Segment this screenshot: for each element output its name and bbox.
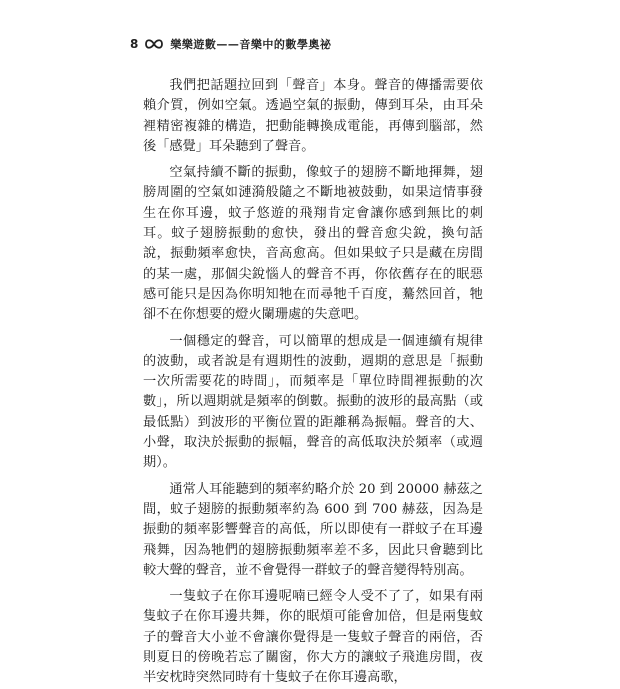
running-header bbox=[130, 36, 331, 52]
paragraph: 通常人耳能聽到的頻率約略介於 20 到 20000 赫茲之間，蚊子翅膀的振動頻率約為 600 到 700 赫茲，因為是振動的頻率影響聲音的高低，所以即使有一群蚊子在耳邊飛舞，因為牠們的翅膀振動頻率差不多，因此只會聽到比較大聲的聲音，並不會覺得一群蚊子的聲音變得特別高。 bbox=[143, 481, 483, 578]
paragraph: 我們把話題拉回到「聲音」本身。聲音的傳播需要依賴介質，例如空氣。透過空氣的振動，傳到耳朵，由耳朵裡精密複雜的構造，把動能轉換成電能，再傳到腦部，然後「感覺」耳朵聽到了聲音。 bbox=[143, 78, 483, 154]
paragraph: 一隻蚊子在你耳邊呢喃已經令人受不了了，如果有兩隻蚊子在你耳邊共舞，你的眠煩可能會加倍，但是兩隻蚊子的聲音大小並不會讓你覺得是一隻蚊子聲音的兩倍，否則夏日的傍晚若忘了關窗，你大方的讓蚊子飛進房間，夜半安枕時突然同時有十隻蚊子在你耳邊高歌， bbox=[143, 589, 483, 686]
infinity-ornament-icon bbox=[144, 37, 164, 51]
page-number: 8 bbox=[130, 37, 139, 51]
body-text bbox=[143, 76, 483, 689]
paragraph: 空氣持續不斷的振動，像蚊子的翅膀不斷地揮舞，翅膀周圍的空氣如漣漪般隨之不斷地被鼓動，如果這情事發生在你耳邊，蚊子悠遊的飛翔肯定會讓你感到無比的刺耳。蚊子翅膀振動的愈快，發出的聲音愈尖銳，換句話說，振動頻率愈快，音高愈高。但如果蚊子只是藏在房間的某一處，那個尖銳惱人的聲音不再，你依舊存在的眠惡感可能只是因為你明知牠在而尋牠千百度，驀然回首，牠卻不在你想要的燈火闌珊處的失意吧。 bbox=[143, 165, 483, 323]
book-title: 樂樂遊數——音樂中的數學奧祕 bbox=[170, 38, 332, 51]
paragraph: 一個穩定的聲音，可以簡單的想成是一個連續有規律的波動，或者說是有週期性的波動，週期的意思是「振動一次所需要花的時間」，而頻率是「單位時間裡振動的次數」，所以週期就是頻率的倒數。振動的波形的最高點（或最低點）到波形的平衡位置的距離稱為振幅。聲音的大、小聲，取決於振動的振幅，聲音的高低取決於頻率（或週期）。 bbox=[143, 333, 483, 471]
